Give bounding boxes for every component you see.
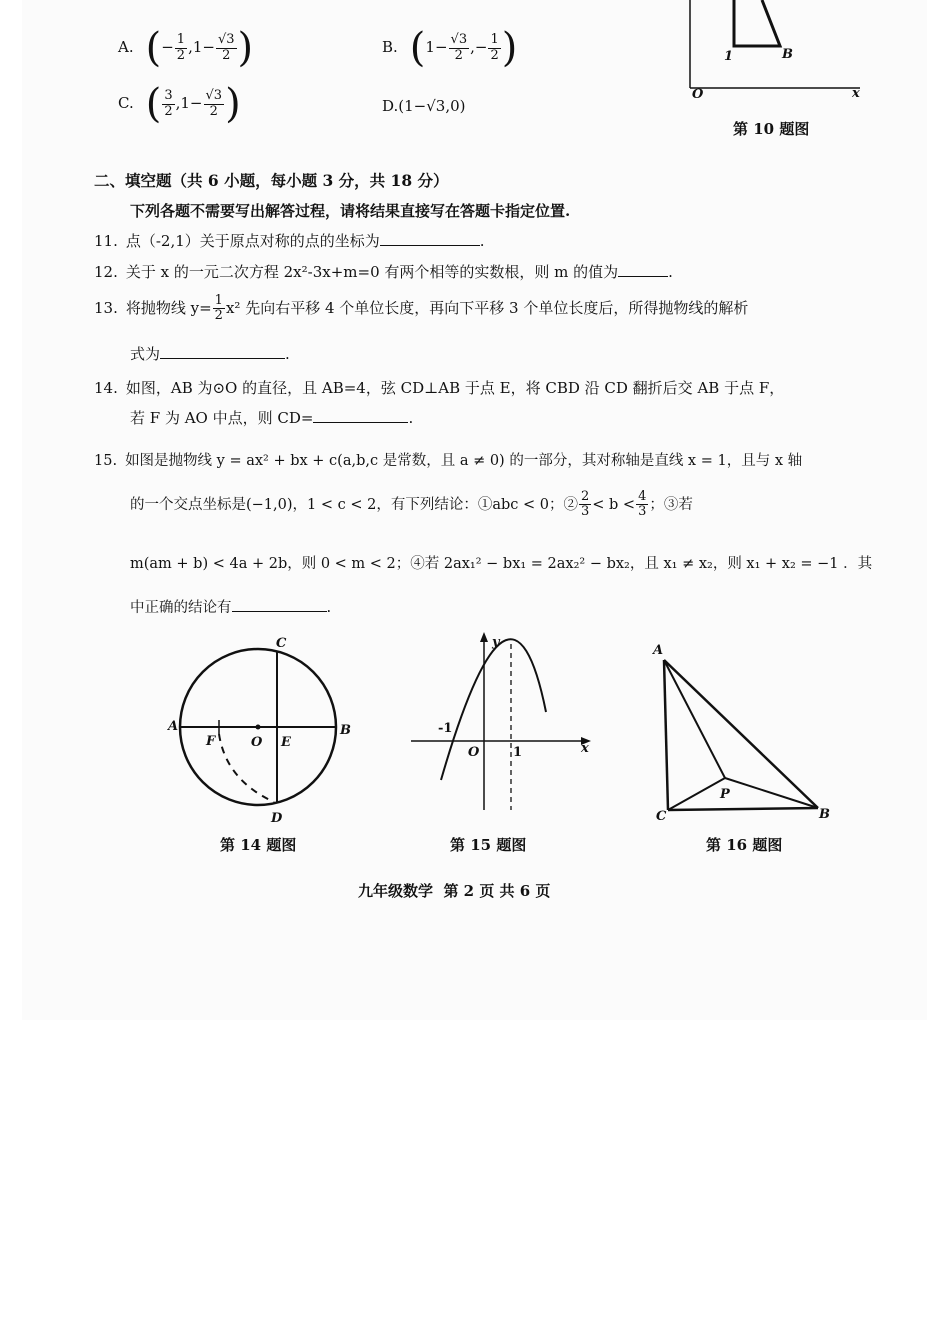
fig14-label-f: F bbox=[206, 734, 216, 749]
question-13: 13. 将抛物线 y= $\frac{1}{2}$ x² 先向右平移 4 个单位长度，再向下平移 3 个单位长度后，所得抛物线的解析 bbox=[94, 293, 749, 324]
fig16-side-ac bbox=[664, 660, 668, 810]
fig16-side-ab bbox=[664, 660, 818, 808]
q12-answer-blank[interactable] bbox=[618, 262, 668, 277]
fig15-label-o: O bbox=[468, 745, 480, 760]
fig10-label-x: x bbox=[852, 86, 860, 101]
fig14-label-o: O bbox=[251, 735, 263, 750]
fig16-caption: 第 16 题图 bbox=[706, 836, 783, 854]
fig10-caption: 第 10 题图 bbox=[733, 120, 810, 138]
question-15-line2: 的一个交点坐标是(−1,0)，1 < c < 2，有下列结论：①abc < 0；② $\frac{2}{3}$ < b < $\frac{4}{3}$ ；③若 bbox=[130, 489, 693, 520]
figure-14 bbox=[160, 630, 360, 830]
fig15-caption: 第 15 题图 bbox=[450, 836, 527, 854]
option-b: B. (1− $\frac{√3}{2}$ ,− $\frac{1}{2}$ ) bbox=[382, 25, 518, 71]
question-13-line2: 式为 . bbox=[130, 345, 290, 363]
question-11: 11. 点（-2,1）关于原点对称的点的坐标为 . bbox=[94, 232, 485, 250]
fig14-center-o bbox=[256, 725, 261, 730]
fig16-label-a: A bbox=[653, 643, 664, 658]
fig15-label-x: x bbox=[581, 741, 589, 756]
fig15-y-arrow bbox=[480, 632, 488, 642]
q13-answer-blank[interactable] bbox=[160, 344, 285, 359]
section-instruction: 下列各题不需要写出解答过程，请将结果直接写在答题卡指定位置. bbox=[130, 202, 571, 220]
fig16-segment-cp bbox=[668, 778, 725, 810]
fig16-label-p: P bbox=[720, 787, 730, 802]
fig15-label-1: 1 bbox=[513, 745, 523, 760]
fig16-side-cb bbox=[668, 808, 818, 810]
fig14-dashed-arc bbox=[219, 734, 274, 802]
fig16-segment-ap bbox=[664, 660, 725, 778]
fig10-label-1: 1 bbox=[724, 49, 734, 64]
option-d: D.(1−√3,0) bbox=[382, 97, 466, 115]
question-15: 15. 如图是抛物线 y = ax² + bx + c(a,b,c 是常数，且 a ≠ 0) 的一部分，其对称轴是直线 x = 1，且与 x 轴 bbox=[94, 453, 803, 469]
fig10-label-o: O bbox=[692, 87, 704, 102]
fig14-label-d: D bbox=[271, 811, 283, 826]
option-c: C. ( $\frac{3}{2}$ ,1− $\frac{√3}{2}$ ) bbox=[118, 81, 241, 127]
question-12: 12. 关于 x 的一元二次方程 2x²-3x+m=0 有两个相等的实数根，则 m 的值为 . bbox=[94, 263, 673, 281]
question-15-line3: m(am + b) < 4a + 2b，则 0 < m < 2；④若 2ax₁² − bx₁ = 2ax₂² − bx₂，且 x₁ ≠ x₂，则 x₁ + x₂ = −1 ．其 bbox=[130, 556, 873, 572]
fig16-label-c: C bbox=[656, 809, 667, 824]
figure-10 bbox=[680, 0, 870, 110]
figure-15 bbox=[405, 630, 600, 820]
fig14-label-c: C bbox=[276, 636, 287, 651]
fig14-caption: 第 14 题图 bbox=[220, 836, 297, 854]
question-14: 14. 如图，AB 为⊙O 的直径，且 AB=4，弦 CD⊥AB 于点 E，将 CBD 沿 CD 翻折后交 AB 于点 F， bbox=[94, 379, 785, 397]
page-footer: 九年级数学 第 2 页 共 6 页 bbox=[358, 882, 551, 900]
fig10-shape bbox=[734, 0, 780, 46]
fig14-label-b: B bbox=[340, 723, 351, 738]
q15-answer-blank[interactable] bbox=[232, 597, 327, 612]
figure-16 bbox=[645, 636, 845, 826]
question-15-line4: 中正确的结论有 . bbox=[130, 596, 331, 617]
fig10-label-b: B bbox=[782, 47, 793, 62]
fig14-folded-arc bbox=[219, 651, 277, 727]
q11-answer-blank[interactable] bbox=[380, 231, 480, 246]
q14-answer-blank[interactable] bbox=[313, 408, 408, 423]
question-14-line2: 若 F 为 AO 中点，则 CD= . bbox=[130, 409, 414, 427]
fig15-parabola bbox=[441, 639, 546, 780]
fig15-label-y: y bbox=[492, 635, 500, 650]
fig14-label-a: A bbox=[168, 719, 179, 734]
section-heading: 二、填空题（共 6 小题，每小题 3 分，共 18 分） bbox=[94, 171, 449, 190]
fig14-label-e: E bbox=[281, 735, 291, 750]
option-a: A. (− $\frac{1}{2}$ ,1− $\frac{√3}{2}$ ) bbox=[118, 25, 254, 71]
fig15-label-neg1: -1 bbox=[438, 721, 453, 736]
fig16-label-b: B bbox=[819, 807, 830, 822]
